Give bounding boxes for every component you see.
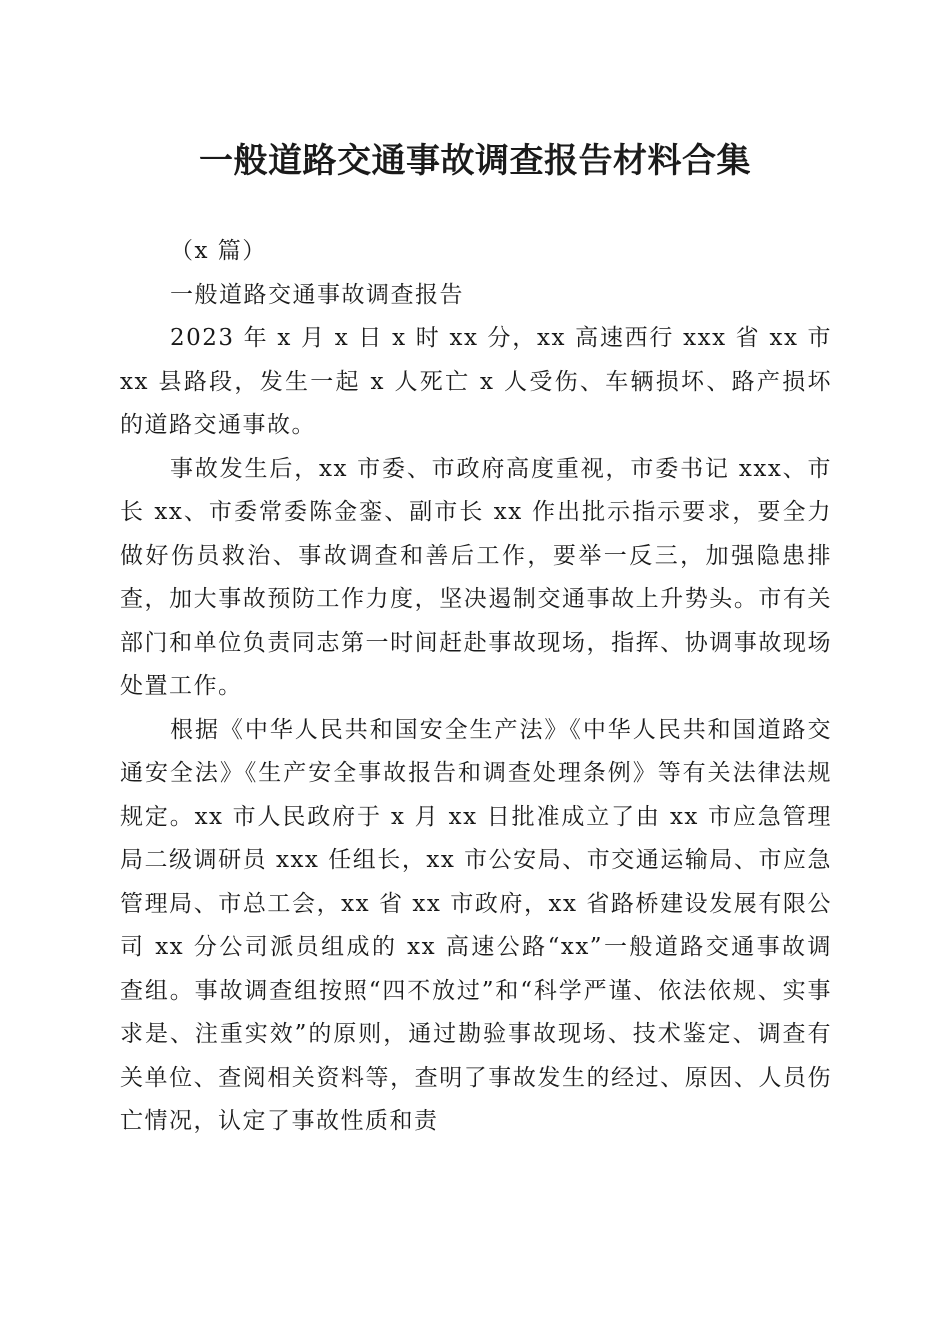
paragraph-3: 根据《中华人民共和国安全生产法》《中华人民共和国道路交通安全法》《生产安全事故报告和调查处理条例》等有关法律法规规定。xx 市人民政府于 x 月 xx 日批准成立了由 xx 市应急管理局二级调研员 xxx 任组长，xx 市公安局、市交通运输局、市应急管理局、市总工会，xx 省 xx 市政府，xx 省路桥建设发展有限公司 xx 分公司派员组成的 xx 高速公路“xx”一般道路交通事故调查组。事故调查组按照“四不放过”和“科学严谨、依法依规、实事求是、注重实效”的原则，通过勘验事故现场、技术鉴定、调查有关单位、查阅相关资料等，查明了事故发生的经过、原因、人员伤亡情况，认定了事故性质和责 <box>120 716 832 1134</box>
count-note: （x 篇） <box>170 238 267 264</box>
paragraph-1: 2023 年 x 月 x 日 x 时 xx 分，xx 高速西行 xxx 省 xx 市 xx 县路段，发生一起 x 人死亡 x 人受伤、车辆损坏、路产损坏的道路交通事故。 <box>120 325 832 438</box>
document-title: 一般道路交通事故调查报告材料合集 <box>199 141 751 181</box>
document-body <box>120 230 832 1144</box>
section-heading: 一般道路交通事故调查报告 <box>170 281 464 308</box>
paragraph-2: 事故发生后，xx 市委、市政府高度重视，市委书记 xxx、市长 xx、市委常委陈金銮、副市长 xx 作出批示指示要求，要全力做好伤员救治、事故调查和善后工作，要举一反三，加强隐患排查，加大事故预防工作力度，坚决遏制交通事故上升势头。市有关部门和单位负责同志第一时间赶赴事故现场，指挥、协调事故现场处置工作。 <box>120 455 832 699</box>
